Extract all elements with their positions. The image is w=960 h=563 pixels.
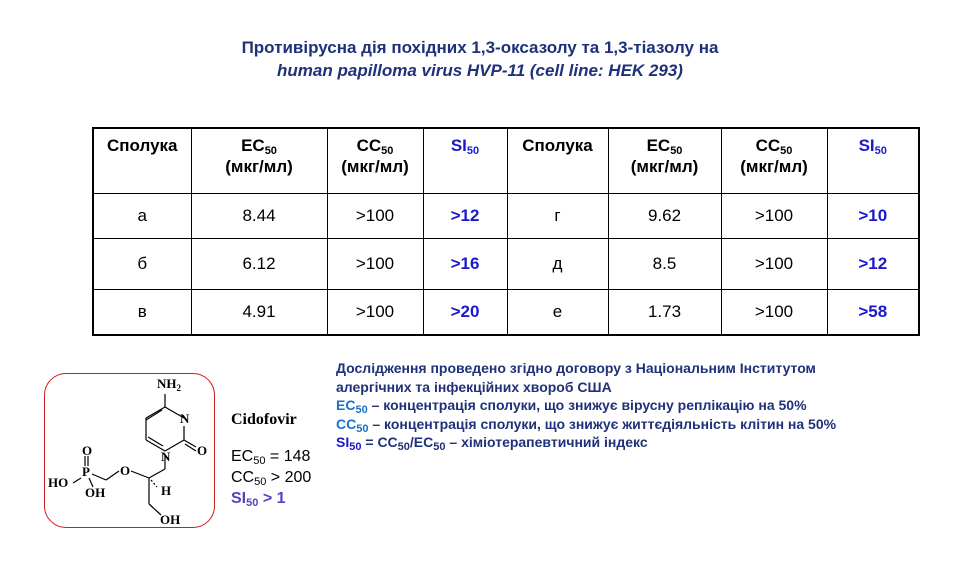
oh-label: OH [160,512,181,527]
ec-sub: 50 [253,455,266,467]
page-title [0,36,960,82]
header-cc-sub-2: 50 [780,145,793,157]
cell-cc50: >100 [327,239,423,290]
si-slash: /EC [409,434,434,450]
table-row [93,290,919,336]
cidofovir-ec50 [231,446,311,467]
si-key-sub: 50 [349,441,362,453]
cell-si50: >10 [827,194,919,239]
ec-key-text: EC [336,397,356,413]
header-si-sub-2: 50 [874,145,887,157]
header-si50 [423,128,507,194]
ec-key [336,397,368,416]
cell-ec50: 8.44 [191,194,327,239]
header-ec50-2 [608,128,721,194]
ho-label: HO [48,475,69,490]
cell-ec50: 8.5 [608,239,721,290]
ether-o-label: O [120,463,131,478]
phosphoryl-o-label: O [82,443,93,458]
header-cc-unit: (мкг/мл) [341,157,409,176]
header-ec-label: EC [241,136,265,155]
note-line-2: алергічних та інфекційних хвороб США [336,378,612,395]
note-line-1: Дослідження проведено згідно договору з Національним Інститутом [336,360,816,376]
cidofovir-structure [44,373,215,528]
cell-si50: >20 [423,290,507,336]
cell-si50: >12 [423,194,507,239]
header-ec-sub: 50 [264,145,277,157]
notes-block [336,359,946,452]
header-si-label-2: SI [858,136,875,155]
header-si50-2 [827,128,919,194]
cc-sub: 50 [254,476,267,488]
si-value: > 1 [258,490,286,507]
cidofovir-stats [231,446,311,509]
header-ec50 [191,128,327,194]
header-cc50-2 [721,128,827,194]
title-line-1: Противірусна дія похідних 1,3-оксазолу та 1,3-тіазолу на [241,38,719,57]
ec-value: = 148 [265,448,311,465]
table-row [93,194,919,239]
cell-compound: в [93,290,191,336]
cell-compound: д [507,239,608,290]
cc-label: CC [231,469,255,486]
header-cc-unit-2: (мкг/мл) [740,157,808,176]
cell-cc50: >100 [327,194,423,239]
activity-table [92,127,920,336]
cell-ec50: 1.73 [608,290,721,336]
cidofovir-cc50 [231,467,311,488]
molecule-drawing [45,374,215,528]
header-compound-label-2: Сполука [522,136,593,155]
cell-compound: г [507,194,608,239]
header-cc-sub: 50 [381,145,394,157]
ec-definition: – концентрація сполуки, що знижує вірусну реплікацію на 50% [367,397,807,413]
cc-definition: – концентрація сполуки, що знижує життєдіяльність клітин на 50% [368,415,837,432]
cell-compound: е [507,290,608,336]
si-eq-sub: 50 [397,441,410,453]
table-row [93,239,919,290]
p-label: P [82,464,90,479]
note-si50 [336,433,946,452]
cc-value: > 200 [266,469,312,486]
cell-ec50: 9.62 [608,194,721,239]
si-eq: = CC [361,434,398,450]
si-definition: – хіміотерапевтичний індекс [445,434,648,450]
cell-cc50: >100 [721,239,827,290]
si-key [336,434,362,453]
header-compound-2 [507,128,608,194]
cell-si50: >58 [827,290,919,336]
n3-label: N [180,411,190,426]
header-si-sub: 50 [466,145,480,157]
ec-label: EC [231,448,254,465]
h-label: H [161,483,172,498]
si-key-text: SI [336,434,350,450]
n1-label: N [161,449,171,464]
header-ec-unit: (мкг/мл) [225,157,293,176]
header-compound [93,128,191,194]
cell-ec50: 6.12 [191,239,327,290]
cell-ec50: 4.91 [191,290,327,336]
cell-si50: >16 [423,239,507,290]
cc-key-text: CC [336,415,357,432]
cell-si50: >12 [827,239,919,290]
cidofovir-si50 [231,488,311,509]
cell-cc50: >100 [327,290,423,336]
header-ec-sub-2: 50 [670,145,683,157]
cell-compound: а [93,194,191,239]
title-line-2: human papilloma virus HVP-11 (cell line: HEK 293) [277,61,683,80]
header-compound-label: Сполука [107,136,178,155]
ec-key-sub: 50 [355,404,368,416]
header-ec-label-2: EC [646,136,671,155]
cell-cc50: >100 [721,194,827,239]
si-sub: 50 [246,497,259,509]
header-ec-unit-2: (мкг/мл) [630,157,699,176]
cell-cc50: >100 [721,290,827,336]
table-header-row [93,128,919,194]
header-cc-label-2: CC [755,136,781,155]
si-slash-sub: 50 [433,441,446,453]
p-oh-label: OH [85,485,106,500]
si-label: SI [231,490,247,507]
carbonyl-o-label: O [197,443,208,458]
header-cc-label: CC [356,136,382,155]
cc-key [336,415,369,435]
header-cc50 [327,128,423,194]
note-ec50 [336,396,946,415]
cidofovir-name: Cidofovir [231,411,297,428]
cc-key-sub: 50 [356,422,369,435]
header-si-label: SI [450,136,467,155]
note-cc50 [336,415,946,434]
cell-compound: б [93,239,191,290]
nh2-label: $NH_2$ [157,376,181,393]
